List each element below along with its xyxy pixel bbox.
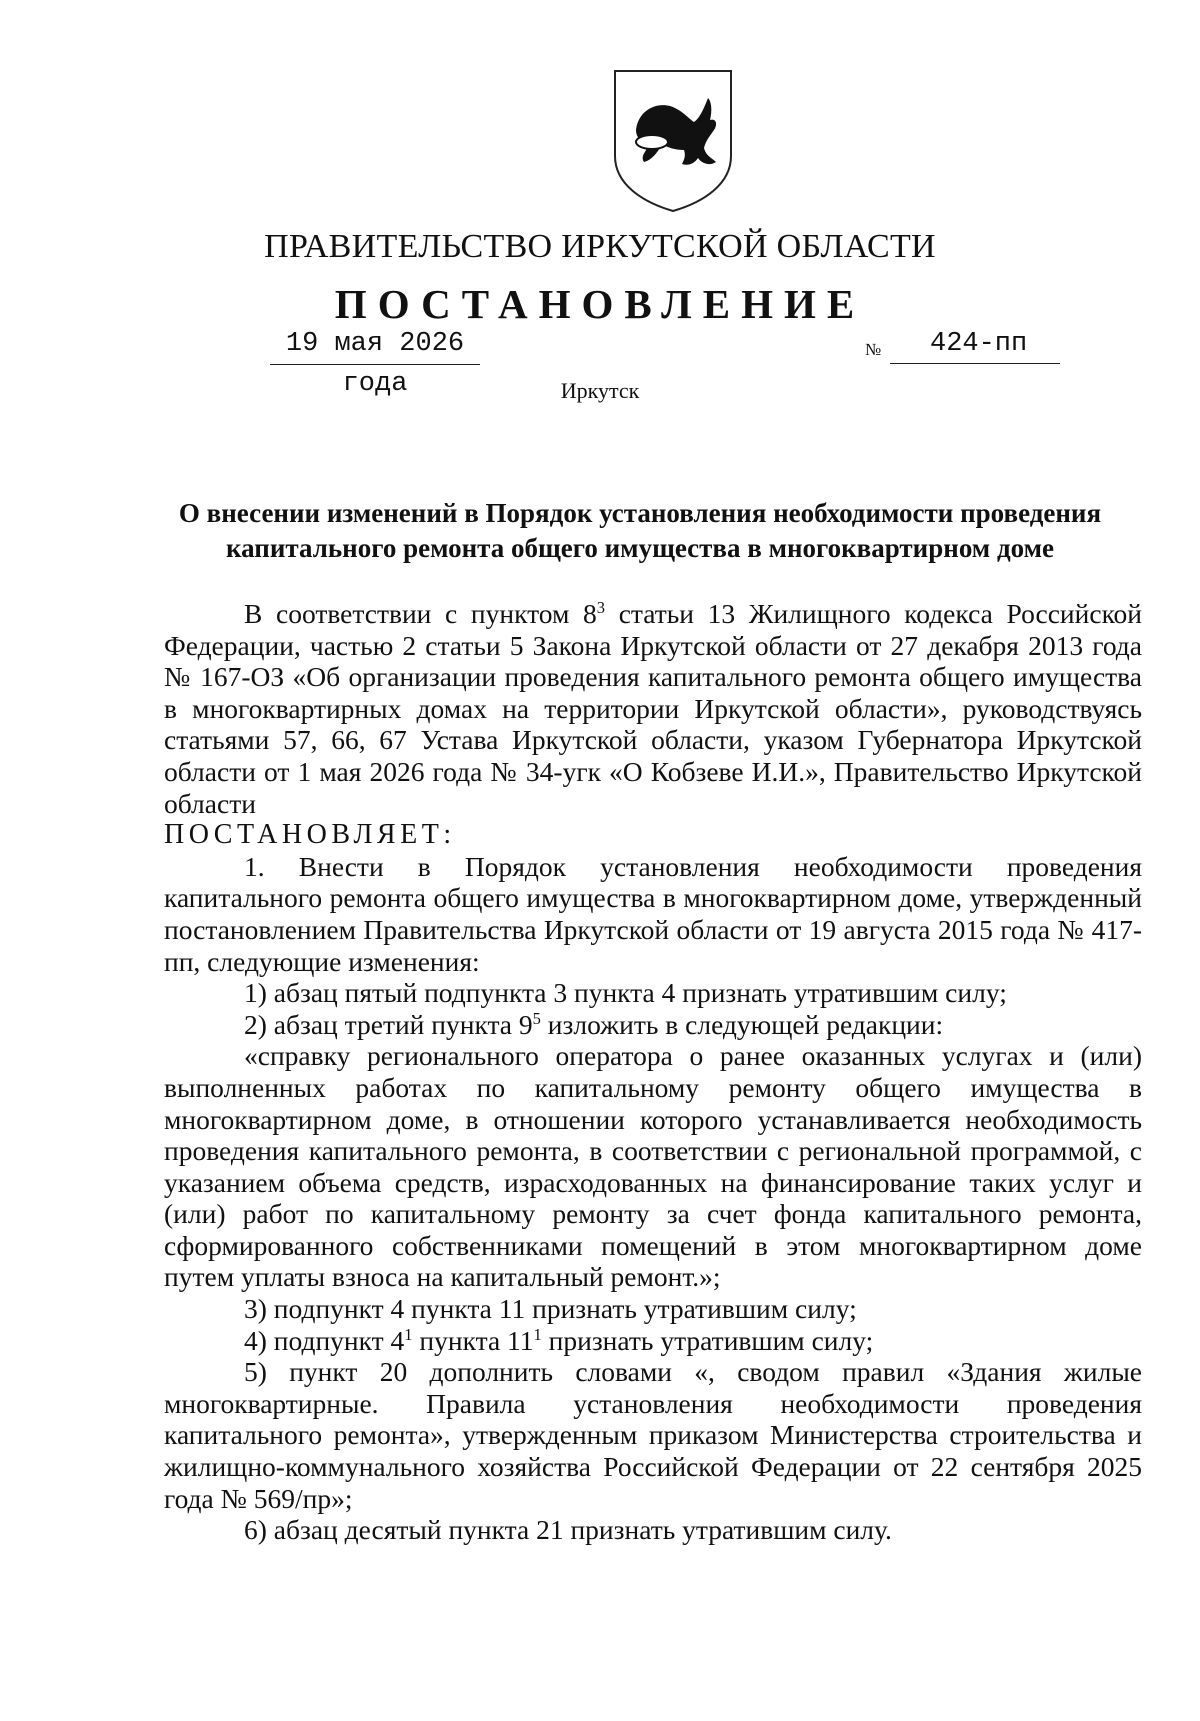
preamble-text-2: статьи 13 Жилищного кодекса Российской Федерации, частью 2 статьи 5 Закона Иркутской области от 27 декабря 2013 года № 167-ОЗ «Об организации проведения капитального ремонта общего имущества в многоквартирных домах на территории Иркутской области», руководствуясь статьями 57, 66, 67 Устава Иркутской области, указом Губернатора Иркутской области от 1 мая 2026 года № 34-угк «О Кобзеве И.И.», Правительство Иркутской области — [164, 598, 1142, 819]
subitem-2-text-b: изложить в следующей редакции: — [540, 1008, 944, 1040]
title-line-2: капитального ремонта общего имущества в многоквартирном доме — [226, 533, 1054, 563]
subitem-5: 5) пункт 20 дополнить словами «, сводом правил «Здания жилые многоквартирные. Правила установления необходимости проведения капитального ремонта», утвержденным приказом Министерства строительства и жилищно-коммунального хозяйства Российской Федерации от 22 сентября 2025 года № 569/пр»; — [164, 1356, 1142, 1514]
subitem-2 — [164, 1009, 1142, 1041]
subitem-2-text-a: 2) абзац третий пункта 9 — [244, 1008, 533, 1040]
subitem-6: 6) абзац десятый пункта 21 признать утратившим силу. — [244, 1514, 892, 1546]
document-body — [164, 598, 1142, 1546]
superscript: 3 — [596, 597, 606, 617]
document-date: 19 мая 2026 года — [270, 324, 480, 365]
number-sign: № — [865, 340, 882, 359]
government-name: ПРАВИТЕЛЬСТВО ИРКУТСКОЙ ОБЛАСТИ — [264, 228, 936, 265]
document-type: ПОСТАНОВЛЕНИЕ — [334, 281, 866, 327]
subitem-1: 1) абзац пятый подпункта 3 пункта 4 признать утратившим силу; — [244, 977, 1007, 1009]
resolves-heading: ПОСТАНОВЛЯЕТ: — [164, 819, 456, 851]
coat-of-arms-emblem — [612, 68, 734, 214]
preamble-paragraph — [164, 598, 1142, 819]
document-title — [150, 496, 1130, 566]
preamble-text-1: В соответствии с пунктом 8 — [244, 598, 597, 629]
superscript: 5 — [532, 1008, 541, 1028]
quoted-text: «справку регионального оператора о ранее оказанных услугах и (или) выполненных работах по капитальному ремонту общего имущества в многоквартирном доме, в отношении которого устанавливается необходимость проведения капитального ремонта, в соответствии с региональной программой, с указанием объема средств, израсходованных на финансирование таких услуг и (или) работ по капитальному ремонту за счет фонда капитального ремонта, сформированного собственниками помещений в этом многоквартирном доме путем уплаты взноса на капитальный ремонт.»; — [164, 1040, 1142, 1293]
superscript: 1 — [533, 1324, 542, 1344]
superscript: 1 — [404, 1324, 413, 1344]
subitem-4-text-c: признать утратившим силу; — [541, 1324, 874, 1356]
title-line-1: О внесении изменений в Порядок установления необходимости проведения — [178, 498, 1102, 528]
subitem-4-text-a: 4) подпункт 4 — [244, 1324, 405, 1356]
subitem-4-text-b: пункта 11 — [412, 1324, 534, 1356]
item-1-paragraph: 1. Внести в Порядок установления необходимости проведения капитального ремонта общего имущества в многоквартирном доме, утвержденный постановлением Правительства Иркутской области от 19 августа 2015 года № 417-пп, следующие изменения: — [164, 850, 1142, 977]
subitem-3: 3) подпункт 4 пункта 11 признать утратившим силу; — [244, 1293, 857, 1325]
document-number: 424-пп — [890, 324, 1060, 364]
city: Иркутск — [560, 378, 640, 403]
subitem-4 — [164, 1325, 1142, 1357]
